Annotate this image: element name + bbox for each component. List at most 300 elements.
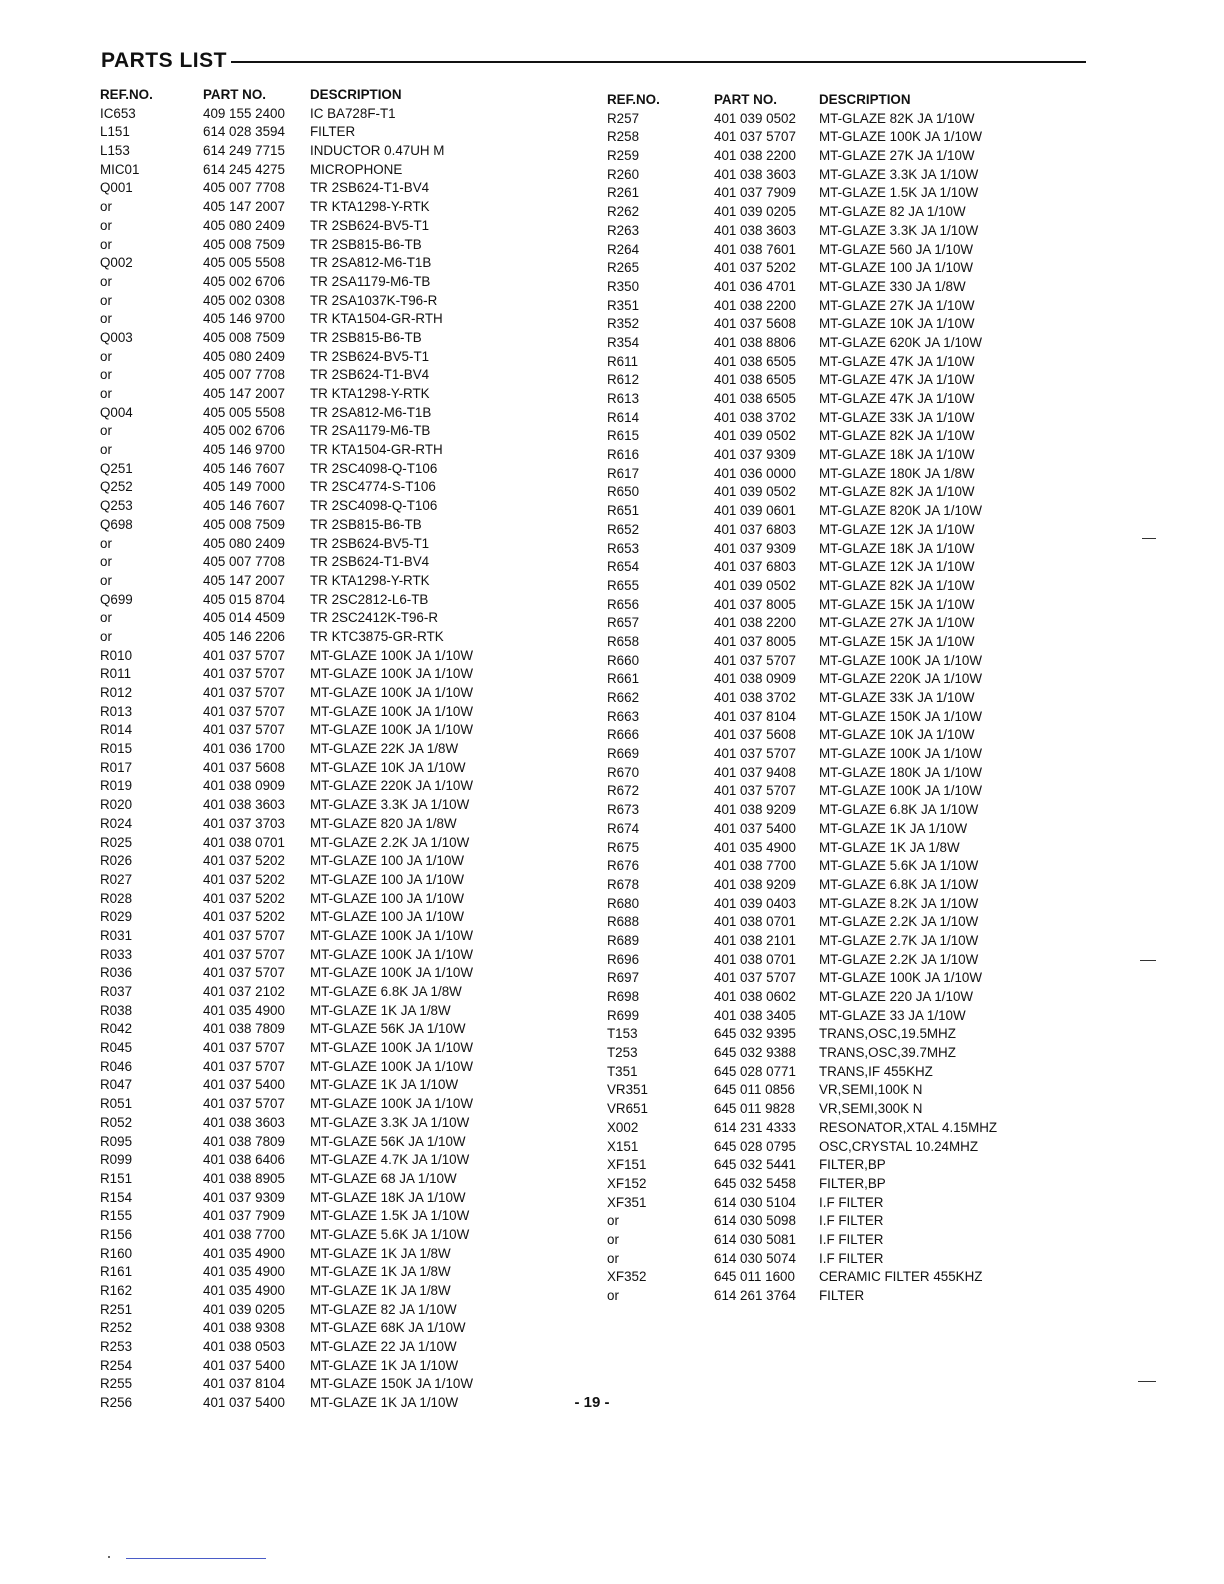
ref-no-cell: R011 xyxy=(100,666,132,682)
description-cell: MT-GLAZE 5.6K JA 1/10W xyxy=(310,1226,470,1242)
part-no-cell: 405 002 6706 xyxy=(203,273,285,289)
description-cell: TR 2SC4098-Q-T106 xyxy=(310,460,438,476)
ref-no-cell: R656 xyxy=(607,596,640,612)
ref-no-cell: T351 xyxy=(607,1063,638,1079)
part-no-cell: 401 036 4701 xyxy=(714,278,796,294)
description-cell: MT-GLAZE 100 JA 1/10W xyxy=(310,871,465,887)
ref-no-cell: R253 xyxy=(100,1339,133,1355)
ref-no-cell: R095 xyxy=(100,1133,133,1149)
description-cell: MT-GLAZE 3.3K JA 1/10W xyxy=(819,166,979,182)
ref-no-cell: R155 xyxy=(100,1208,133,1224)
ref-no-cell: R660 xyxy=(607,652,640,668)
ref-no-cell: R254 xyxy=(100,1357,133,1373)
part-no-cell: 401 037 5707 xyxy=(714,783,796,799)
ref-no-cell: R162 xyxy=(100,1283,133,1298)
ref-no-cell: R698 xyxy=(607,989,640,1004)
description-cell: I.F FILTER xyxy=(819,1194,884,1210)
ref-no-cell: R661 xyxy=(607,671,640,687)
part-no-cell: 401 037 9309 xyxy=(714,540,796,556)
ref-no-cell: R697 xyxy=(607,970,640,986)
ref-no-cell: R666 xyxy=(607,727,640,743)
part-no-cell: 405 146 2206 xyxy=(203,628,285,644)
part-no-cell: 405 147 2007 xyxy=(203,199,285,215)
ref-no-cell: R680 xyxy=(607,895,640,911)
description-cell: MT-GLAZE 6.8K JA 1/10W xyxy=(819,876,979,892)
ref-no-cell: R613 xyxy=(607,391,640,406)
scan-dot xyxy=(108,1556,110,1558)
ref-no-cell: R257 xyxy=(607,110,640,126)
ref-no-cell: R672 xyxy=(607,783,640,799)
part-no-cell: 401 039 0205 xyxy=(203,1301,285,1317)
ref-no-cell: R675 xyxy=(607,839,640,855)
part-no-cell: 401 038 9209 xyxy=(714,876,796,892)
description-cell: MT-GLAZE 82 JA 1/10W xyxy=(310,1301,457,1317)
ref-no-cell: XF151 xyxy=(607,1157,647,1173)
description-cell: MT-GLAZE 100K JA 1/10W xyxy=(819,652,982,668)
scan-mark xyxy=(1140,960,1156,961)
scan-mark xyxy=(1138,1381,1156,1382)
part-no-cell: 401 038 3603 xyxy=(203,1114,285,1130)
description-cell: MT-GLAZE 100K JA 1/10W xyxy=(310,722,473,738)
ref-no-cell: X002 xyxy=(607,1119,639,1135)
ref-no-cell: R650 xyxy=(607,484,640,500)
ref-no-cell: T153 xyxy=(607,1026,638,1042)
ref-no-cell: Q001 xyxy=(100,180,133,196)
part-no-cell: 401 037 5608 xyxy=(203,759,285,775)
part-no-cell: 401 037 5707 xyxy=(203,647,285,663)
description-cell: MT-GLAZE 82K JA 1/10W xyxy=(819,484,975,500)
ref-no-cell: or xyxy=(607,1231,619,1247)
part-no-cell: 401 038 0602 xyxy=(714,989,796,1004)
description-cell: MT-GLAZE 3.3K JA 1/10W xyxy=(310,1114,470,1130)
description-cell: MT-GLAZE 1K JA 1/10W xyxy=(310,1357,459,1373)
part-no-cell: 401 037 5707 xyxy=(203,722,285,738)
part-no-cell: 401 037 5202 xyxy=(203,871,285,887)
description-header: DESCRIPTION xyxy=(819,92,911,107)
description-cell: MT-GLAZE 100K JA 1/10W xyxy=(819,783,982,799)
ref-no-cell: R020 xyxy=(100,797,133,813)
ref-no-cell: or xyxy=(607,1288,619,1303)
description-cell: TR KTA1298-Y-RTK xyxy=(310,386,430,401)
part-no-cell: 645 011 0856 xyxy=(714,1082,795,1098)
description-cell: MT-GLAZE 82K JA 1/10W xyxy=(819,577,975,593)
ref-no-cell: R669 xyxy=(607,746,640,762)
ref-no-cell: Q002 xyxy=(100,255,133,271)
part-no-cell: 645 032 9395 xyxy=(714,1026,796,1042)
ref-no-cell: R051 xyxy=(100,1096,133,1112)
ref-no-cell: R265 xyxy=(607,260,640,276)
description-cell: MT-GLAZE 27K JA 1/10W xyxy=(819,148,975,164)
ref-no-cell: R260 xyxy=(607,166,640,182)
ref-no-cell: R033 xyxy=(100,946,133,962)
part-no-cell: 405 146 7607 xyxy=(203,498,285,514)
ref-no-cell: R019 xyxy=(100,778,133,794)
ref-no-cell: R156 xyxy=(100,1226,133,1242)
part-no-cell: 645 011 1600 xyxy=(714,1269,795,1285)
part-no-cell: 401 038 3702 xyxy=(714,409,796,425)
part-no-cell: 401 037 5608 xyxy=(714,316,796,332)
description-cell: TR KTA1504-GR-RTH xyxy=(310,442,443,458)
description-cell: TR 2SC4774-S-T106 xyxy=(310,479,436,495)
description-cell: OSC,CRYSTAL 10.24MHZ xyxy=(819,1138,978,1154)
ref-no-cell: R161 xyxy=(100,1264,133,1280)
ref-no-cell: R026 xyxy=(100,853,133,869)
description-cell: MT-GLAZE 180K JA 1/10W xyxy=(819,764,982,780)
ref-no-cell: R262 xyxy=(607,204,640,220)
part-no-cell: 405 007 7708 xyxy=(203,367,285,383)
description-cell: FILTER,BP xyxy=(819,1175,886,1191)
part-no-cell: 405 080 2409 xyxy=(203,217,285,233)
description-cell: MT-GLAZE 1K JA 1/8W xyxy=(310,1245,451,1261)
ref-no-cell: R611 xyxy=(607,353,639,369)
ref-no-cell: or xyxy=(100,610,112,626)
part-no-cell: 401 038 0909 xyxy=(714,671,796,687)
description-cell: TR KTA1504-GR-RTH xyxy=(310,311,443,327)
part-no-cell: 401 037 5400 xyxy=(203,1357,285,1373)
part-no-cell: 409 155 2400 xyxy=(203,105,285,121)
description-cell: MT-GLAZE 820 JA 1/8W xyxy=(310,815,457,831)
ref-no-cell: R025 xyxy=(100,834,133,850)
ref-no-cell: Q699 xyxy=(100,591,133,607)
description-cell: MT-GLAZE 1.5K JA 1/10W xyxy=(819,185,979,201)
part-no-cell: 405 146 9700 xyxy=(203,311,285,327)
part-no-cell: 401 039 0403 xyxy=(714,895,796,911)
ref-no-cell: R046 xyxy=(100,1058,133,1074)
part-no-cell: 401 038 3603 xyxy=(203,797,285,813)
ref-no-header: REF.NO. xyxy=(100,87,153,102)
ref-no-cell: X151 xyxy=(607,1138,639,1154)
description-cell: MT-GLAZE 1K JA 1/8W xyxy=(310,1264,451,1280)
description-cell: MT-GLAZE 6.8K JA 1/8W xyxy=(310,984,462,999)
description-cell: TR 2SA1179-M6-TB xyxy=(310,273,431,289)
description-cell: MT-GLAZE 100 JA 1/10W xyxy=(310,890,465,906)
part-no-cell: 405 005 5508 xyxy=(203,404,285,420)
description-cell: MT-GLAZE 220 JA 1/10W xyxy=(819,989,974,1004)
ref-no-cell: R651 xyxy=(607,503,640,519)
ref-no-cell: or xyxy=(607,1250,619,1266)
ref-no-cell: R678 xyxy=(607,876,640,892)
description-cell: MT-GLAZE 330 JA 1/8W xyxy=(819,278,966,294)
part-no-cell: 401 037 5608 xyxy=(714,727,796,743)
ref-no-cell: XF352 xyxy=(607,1269,647,1285)
ref-no-cell: VR351 xyxy=(607,1082,648,1098)
part-no-cell: 401 037 5707 xyxy=(203,1058,285,1074)
ref-no-cell: R688 xyxy=(607,914,640,930)
part-no-cell: 614 249 7715 xyxy=(203,143,285,159)
description-cell: MT-GLAZE 47K JA 1/10W xyxy=(819,353,975,369)
description-cell: CERAMIC FILTER 455KHZ xyxy=(819,1269,983,1285)
description-cell: TR 2SA1179-M6-TB xyxy=(310,423,431,439)
description-cell: MT-GLAZE 2.2K JA 1/10W xyxy=(819,914,979,930)
description-cell: MT-GLAZE 47K JA 1/10W xyxy=(819,391,975,406)
description-cell: TR 2SB624-BV5-T1 xyxy=(310,535,430,551)
ref-no-cell: R015 xyxy=(100,741,133,757)
part-no-cell: 401 038 7700 xyxy=(714,858,796,874)
description-cell: I.F FILTER xyxy=(819,1231,884,1247)
part-no-cell: 405 007 7708 xyxy=(203,554,285,570)
description-cell: VR,SEMI,300K N xyxy=(819,1101,923,1117)
description-cell: MT-GLAZE 10K JA 1/10W xyxy=(819,316,975,332)
part-no-cell: 401 038 6505 xyxy=(714,391,796,406)
ref-no-cell: R027 xyxy=(100,871,133,887)
description-cell: FILTER xyxy=(819,1288,865,1303)
part-no-cell: 401 037 5707 xyxy=(203,927,285,943)
description-cell: MT-GLAZE 33K JA 1/10W xyxy=(819,409,975,425)
part-no-cell: 401 037 7909 xyxy=(714,185,796,201)
part-no-cell: 401 037 5400 xyxy=(203,1077,285,1093)
part-no-cell: 401 038 7700 xyxy=(203,1226,285,1242)
ref-no-cell: R662 xyxy=(607,690,640,705)
ref-no-cell: R255 xyxy=(100,1376,133,1392)
ref-no-cell: R689 xyxy=(607,932,640,948)
part-no-cell: 401 037 6803 xyxy=(714,559,796,575)
ref-no-cell: R251 xyxy=(100,1301,133,1317)
description-cell: MT-GLAZE 18K JA 1/10W xyxy=(819,540,975,556)
part-no-cell: 401 037 5707 xyxy=(203,946,285,962)
part-no-cell: 401 038 2200 xyxy=(714,615,796,631)
description-cell: TR 2SB624-T1-BV4 xyxy=(310,554,430,570)
part-no-cell: 401 037 5400 xyxy=(714,820,796,836)
part-no-cell: 401 037 5202 xyxy=(203,909,285,925)
part-no-cell: 401 035 4900 xyxy=(203,1245,285,1261)
part-no-cell: 401 038 8905 xyxy=(203,1170,285,1186)
part-no-cell: 401 037 5707 xyxy=(714,652,796,668)
description-cell: MT-GLAZE 1K JA 1/8W xyxy=(819,839,960,855)
ref-no-cell: XF351 xyxy=(607,1194,647,1210)
ref-no-cell: R657 xyxy=(607,615,640,631)
footer-rule xyxy=(126,1558,266,1559)
ref-no-cell: or xyxy=(100,535,112,551)
description-cell: MT-GLAZE 68 JA 1/10W xyxy=(310,1170,457,1186)
part-no-cell: 401 036 0000 xyxy=(714,465,796,481)
ref-no-cell: R653 xyxy=(607,540,640,556)
ref-no-cell: or xyxy=(100,348,112,364)
description-cell: MT-GLAZE 82K JA 1/10W xyxy=(819,428,975,444)
description-cell: TR 2SA812-M6-T1B xyxy=(310,255,432,271)
description-cell: MT-GLAZE 22 JA 1/10W xyxy=(310,1339,457,1355)
ref-no-cell: R036 xyxy=(100,965,133,981)
part-no-cell: 645 032 9388 xyxy=(714,1045,796,1061)
part-no-cell: 401 037 7909 xyxy=(203,1208,285,1224)
ref-no-cell: R099 xyxy=(100,1152,133,1168)
description-cell: MT-GLAZE 12K JA 1/10W xyxy=(819,521,975,537)
ref-no-cell: R350 xyxy=(607,278,640,294)
part-no-cell: 401 037 8005 xyxy=(714,633,796,649)
description-cell: TR 2SB815-B6-TB xyxy=(310,236,422,252)
part-no-cell: 401 039 0205 xyxy=(714,204,796,220)
ref-no-cell: IC653 xyxy=(100,105,136,121)
part-no-cell: 614 028 3594 xyxy=(203,124,285,140)
ref-no-cell: R614 xyxy=(607,409,640,425)
part-no-cell: 401 037 9309 xyxy=(714,447,796,463)
part-no-cell: 405 015 8704 xyxy=(203,591,285,607)
description-cell: MT-GLAZE 620K JA 1/10W xyxy=(819,334,982,350)
ref-no-cell: R042 xyxy=(100,1021,133,1037)
part-no-header: PART NO. xyxy=(714,92,777,107)
part-no-cell: 401 038 3405 xyxy=(714,1007,796,1023)
part-no-cell: 405 002 0308 xyxy=(203,292,285,308)
description-cell: TR 2SB624-BV5-T1 xyxy=(310,217,430,233)
description-cell: MT-GLAZE 68K JA 1/10W xyxy=(310,1320,466,1336)
description-cell: MT-GLAZE 100K JA 1/10W xyxy=(310,647,473,663)
part-no-cell: 401 036 1700 xyxy=(203,741,285,757)
description-cell: MT-GLAZE 100K JA 1/10W xyxy=(310,685,473,700)
part-no-cell: 401 038 6505 xyxy=(714,372,796,388)
part-no-cell: 401 038 0701 xyxy=(714,951,796,967)
part-no-cell: 405 147 2007 xyxy=(203,572,285,588)
description-cell: MT-GLAZE 150K JA 1/10W xyxy=(310,1376,473,1392)
part-no-cell: 401 038 2101 xyxy=(714,932,796,948)
ref-no-cell: R256 xyxy=(100,1395,133,1411)
part-no-cell: 401 037 5202 xyxy=(203,853,285,869)
ref-no-cell: R045 xyxy=(100,1040,133,1056)
description-cell: MT-GLAZE 56K JA 1/10W xyxy=(310,1021,466,1037)
part-no-cell: 401 035 4900 xyxy=(714,839,796,855)
ref-no-cell: R674 xyxy=(607,820,640,836)
description-cell: MT-GLAZE 27K JA 1/10W xyxy=(819,615,975,631)
ref-no-cell: or xyxy=(100,628,112,644)
ref-no-cell: R263 xyxy=(607,222,640,238)
ref-no-cell: R160 xyxy=(100,1245,133,1261)
description-cell: TR 2SB815-B6-TB xyxy=(310,516,422,532)
description-cell: MT-GLAZE 18K JA 1/10W xyxy=(310,1189,466,1205)
ref-no-cell: R696 xyxy=(607,951,640,967)
description-cell: MICROPHONE xyxy=(310,161,403,177)
ref-no-cell: R029 xyxy=(100,909,133,925)
ref-no-cell: or xyxy=(100,236,112,252)
description-cell: MT-GLAZE 47K JA 1/10W xyxy=(819,372,975,388)
description-cell: MT-GLAZE 180K JA 1/8W xyxy=(819,465,975,481)
part-no-cell: 405 007 7708 xyxy=(203,180,285,196)
part-no-cell: 401 037 5707 xyxy=(714,129,796,145)
description-cell: TR 2SB624-T1-BV4 xyxy=(310,367,430,383)
description-cell: MT-GLAZE 1.5K JA 1/10W xyxy=(310,1208,470,1224)
part-no-cell: 405 005 5508 xyxy=(203,255,285,271)
description-cell: MT-GLAZE 100 JA 1/10W xyxy=(310,909,465,925)
description-cell: MT-GLAZE 10K JA 1/10W xyxy=(310,759,466,775)
description-cell: MT-GLAZE 820K JA 1/10W xyxy=(819,503,982,519)
description-cell: TR 2SB624-T1-BV4 xyxy=(310,180,430,196)
description-cell: MT-GLAZE 100K JA 1/10W xyxy=(310,1096,473,1112)
description-cell: MT-GLAZE 2.2K JA 1/10W xyxy=(310,834,470,850)
ref-no-cell: or xyxy=(100,442,112,458)
part-no-cell: 401 038 0909 xyxy=(203,778,285,794)
ref-no-cell: Q698 xyxy=(100,516,133,532)
part-no-cell: 401 038 7809 xyxy=(203,1133,285,1149)
part-no-cell: 401 035 4900 xyxy=(203,1283,285,1298)
ref-no-cell: or xyxy=(100,554,112,570)
ref-no-cell: R012 xyxy=(100,685,133,700)
description-cell: MT-GLAZE 33 JA 1/10W xyxy=(819,1007,966,1023)
title-rule xyxy=(231,61,1086,63)
part-no-cell: 405 008 7509 xyxy=(203,236,285,252)
description-cell: MT-GLAZE 12K JA 1/10W xyxy=(819,559,975,575)
ref-no-cell: or xyxy=(100,572,112,588)
ref-no-cell: L151 xyxy=(100,124,130,140)
ref-no-cell: R655 xyxy=(607,577,640,593)
description-cell: MT-GLAZE 1K JA 1/10W xyxy=(819,820,968,836)
part-no-cell: 401 039 0502 xyxy=(714,484,796,500)
description-cell: TR KTC3875-GR-RTK xyxy=(310,628,444,644)
part-no-cell: 405 008 7509 xyxy=(203,329,285,345)
part-no-cell: 645 028 0795 xyxy=(714,1138,796,1154)
page-header xyxy=(101,46,1086,76)
description-cell: MT-GLAZE 150K JA 1/10W xyxy=(819,708,982,724)
part-no-cell: 614 245 4275 xyxy=(203,161,285,177)
part-no-cell: 401 037 5202 xyxy=(714,260,796,276)
part-no-cell: 401 037 9309 xyxy=(203,1189,285,1205)
description-cell: MT-GLAZE 22K JA 1/8W xyxy=(310,741,459,757)
ref-no-cell: R652 xyxy=(607,521,640,537)
description-cell: MT-GLAZE 82K JA 1/10W xyxy=(819,110,975,126)
ref-no-cell: R617 xyxy=(607,465,640,481)
ref-no-cell: R351 xyxy=(607,297,640,313)
ref-no-cell: R013 xyxy=(100,703,133,719)
ref-no-cell: R259 xyxy=(607,148,640,164)
description-cell: TR KTA1298-Y-RTK xyxy=(310,199,430,215)
ref-no-cell: R024 xyxy=(100,815,133,831)
ref-no-cell: R264 xyxy=(607,241,640,257)
description-cell: MT-GLAZE 3.3K JA 1/10W xyxy=(310,797,470,813)
description-cell: MT-GLAZE 15K JA 1/10W xyxy=(819,633,975,649)
part-no-cell: 614 030 5074 xyxy=(714,1250,796,1266)
ref-no-cell: R258 xyxy=(607,129,640,145)
description-cell: MT-GLAZE 1K JA 1/8W xyxy=(310,1283,451,1298)
part-no-cell: 401 038 8806 xyxy=(714,334,796,350)
description-cell: FILTER,BP xyxy=(819,1157,886,1173)
part-no-cell: 401 038 6505 xyxy=(714,353,796,369)
part-no-cell: 405 080 2409 xyxy=(203,348,285,364)
part-no-cell: 401 038 7601 xyxy=(714,241,796,257)
part-no-cell: 401 037 5202 xyxy=(203,890,285,906)
ref-no-cell: or xyxy=(100,423,112,439)
ref-no-cell: R699 xyxy=(607,1007,640,1023)
part-no-cell: 401 037 5707 xyxy=(203,666,285,682)
description-cell: MT-GLAZE 3.3K JA 1/10W xyxy=(819,222,979,238)
ref-no-cell: R031 xyxy=(100,927,133,943)
ref-no-cell: R028 xyxy=(100,890,133,906)
ref-no-cell: Q251 xyxy=(100,460,133,476)
ref-no-cell: R654 xyxy=(607,559,640,575)
part-no-cell: 401 038 9308 xyxy=(203,1320,285,1336)
ref-no-cell: R616 xyxy=(607,447,640,463)
ref-no-cell: or xyxy=(100,386,112,401)
ref-no-cell: XF152 xyxy=(607,1175,647,1191)
part-no-cell: 405 014 4509 xyxy=(203,610,285,626)
description-cell: MT-GLAZE 2.7K JA 1/10W xyxy=(819,932,979,948)
description-cell: FILTER xyxy=(310,124,356,140)
part-no-cell: 645 032 5441 xyxy=(714,1157,796,1173)
part-no-cell: 401 038 2200 xyxy=(714,297,796,313)
description-cell: MT-GLAZE 1K JA 1/10W xyxy=(310,1077,459,1093)
description-cell: TR 2SC2412K-T96-R xyxy=(310,610,439,626)
part-no-cell: 614 030 5104 xyxy=(714,1194,796,1210)
part-no-cell: 645 028 0771 xyxy=(714,1063,796,1079)
ref-no-cell: R047 xyxy=(100,1077,133,1093)
part-no-cell: 614 030 5081 xyxy=(714,1231,796,1247)
description-cell: MT-GLAZE 560 JA 1/10W xyxy=(819,241,974,257)
description-cell: MT-GLAZE 5.6K JA 1/10W xyxy=(819,858,979,874)
part-no-cell: 401 035 4900 xyxy=(203,1264,285,1280)
ref-no-cell: L153 xyxy=(100,143,130,159)
part-no-cell: 405 080 2409 xyxy=(203,535,285,551)
ref-no-cell: R151 xyxy=(100,1170,133,1186)
part-no-cell: 614 030 5098 xyxy=(714,1213,796,1229)
ref-no-cell: R017 xyxy=(100,759,133,775)
description-cell: MT-GLAZE 100 JA 1/10W xyxy=(310,853,465,869)
ref-no-cell: or xyxy=(100,292,112,308)
description-cell: MT-GLAZE 10K JA 1/10W xyxy=(819,727,975,743)
